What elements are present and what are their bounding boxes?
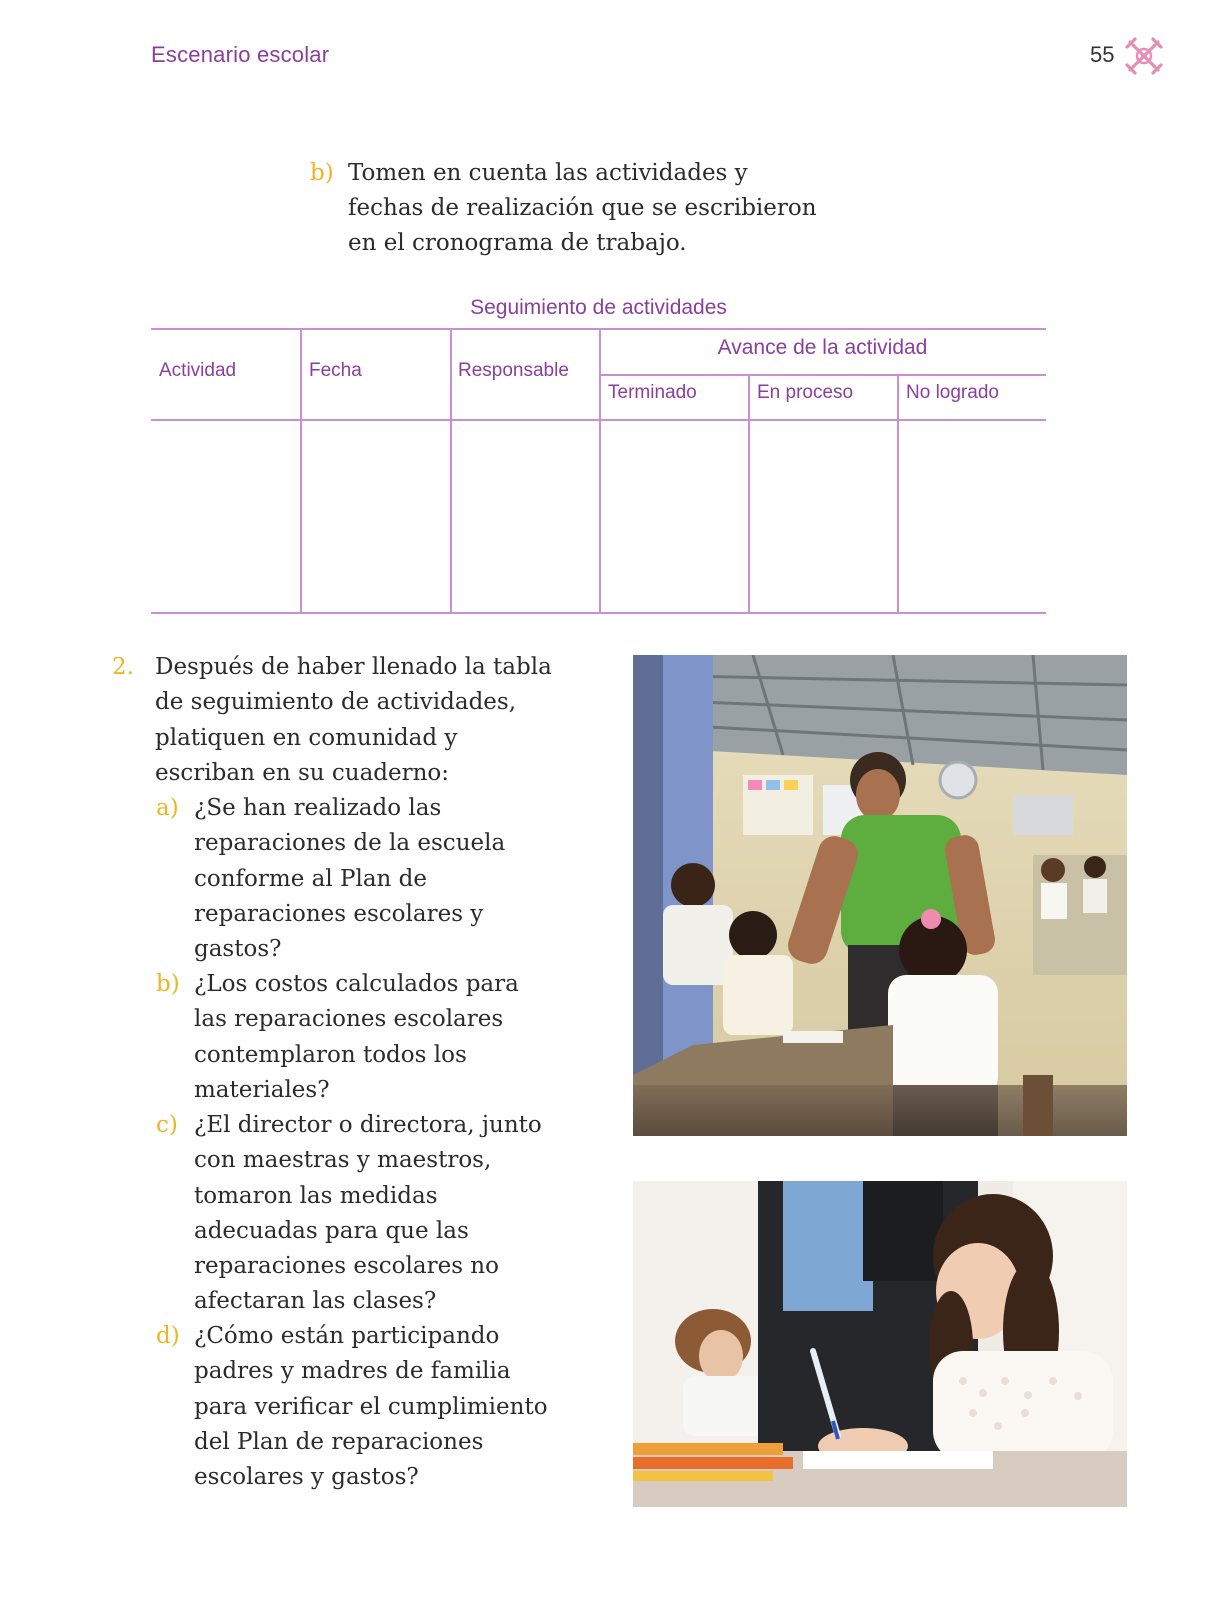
activity-tracking-table: [151, 328, 1046, 614]
question-text: [155, 650, 595, 791]
table-rule: [300, 328, 302, 614]
section-title: Escenario escolar: [151, 42, 330, 67]
text-line: materiales?: [194, 1076, 330, 1103]
column-group-avance: Avance de la actividad: [717, 336, 928, 359]
text-line: reparaciones escolares no: [194, 1253, 499, 1280]
column-header-terminado: Terminado: [608, 382, 697, 403]
decorative-emblem-icon: [1124, 36, 1164, 76]
text-line: afectaran las clases?: [194, 1288, 437, 1315]
question-number: 2.: [112, 654, 134, 680]
girl-writing-photo: [633, 1181, 1127, 1507]
text-line: reparaciones de la escuela: [194, 830, 506, 857]
item-marker: c): [156, 1112, 178, 1138]
text-line: platiquen en comunidad y: [155, 724, 458, 751]
text-line: en el cronograma de trabajo.: [348, 230, 687, 256]
subquestion-text: [194, 791, 584, 967]
text-line: ¿Los costos calculados para: [194, 971, 519, 997]
text-line: ¿Se han realizado las: [194, 795, 442, 821]
instruction-text: [348, 156, 888, 261]
column-header-no-logrado: No logrado: [906, 382, 999, 403]
table-rule: [748, 374, 750, 614]
table-rule: [599, 374, 1046, 376]
text-line: adecuadas para que las: [194, 1217, 469, 1244]
text-line: con maestras y maestros,: [194, 1147, 492, 1174]
item-marker: a): [156, 795, 179, 821]
text-line: fechas de realización que se escribieron: [348, 195, 817, 221]
text-line: ¿Cómo están participando: [194, 1323, 500, 1349]
text-line: contemplaron todos los: [194, 1041, 467, 1068]
text-line: Tomen en cuenta las actividades y: [348, 160, 748, 186]
text-line: gastos?: [194, 936, 282, 963]
table-rule: [450, 328, 452, 614]
text-line: de seguimiento de actividades,: [155, 689, 517, 716]
table-rule: [599, 328, 601, 614]
text-line: tomaron las medidas: [194, 1182, 438, 1209]
subquestion-text: [194, 1319, 584, 1495]
text-line: conforme al Plan de: [194, 865, 428, 892]
item-marker: b): [156, 971, 180, 997]
girl-writing-photo-illustration: [633, 1181, 1127, 1507]
subquestion-text: [194, 967, 584, 1108]
text-line: escriban en su cuaderno:: [155, 759, 450, 786]
table-title: Seguimiento de actividades: [470, 296, 727, 319]
text-line: ¿El director o directora, junto: [194, 1112, 542, 1138]
subquestion-text: [194, 1108, 584, 1320]
text-line: del Plan de reparaciones: [194, 1428, 484, 1455]
page-number: 55: [1090, 42, 1115, 67]
table-rule: [897, 374, 899, 614]
item-marker: b): [310, 160, 334, 186]
text-line: reparaciones escolares y: [194, 900, 484, 927]
text-line: padres y madres de familia: [194, 1358, 511, 1385]
text-line: para verificar el cumplimiento: [194, 1393, 548, 1420]
text-line: Después de haber llenado la tabla: [155, 654, 552, 680]
column-header-fecha: Fecha: [309, 360, 362, 381]
text-line: las reparaciones escolares: [194, 1006, 504, 1033]
column-header-responsable: Responsable: [458, 360, 569, 381]
item-marker: d): [156, 1323, 180, 1349]
text-line: escolares y gastos?: [194, 1464, 419, 1491]
column-header-en-proceso: En proceso: [757, 382, 854, 403]
classroom-teacher-photo: [633, 655, 1127, 1136]
classroom-photo-illustration: [633, 655, 1127, 1136]
column-header-actividad: Actividad: [159, 360, 237, 381]
